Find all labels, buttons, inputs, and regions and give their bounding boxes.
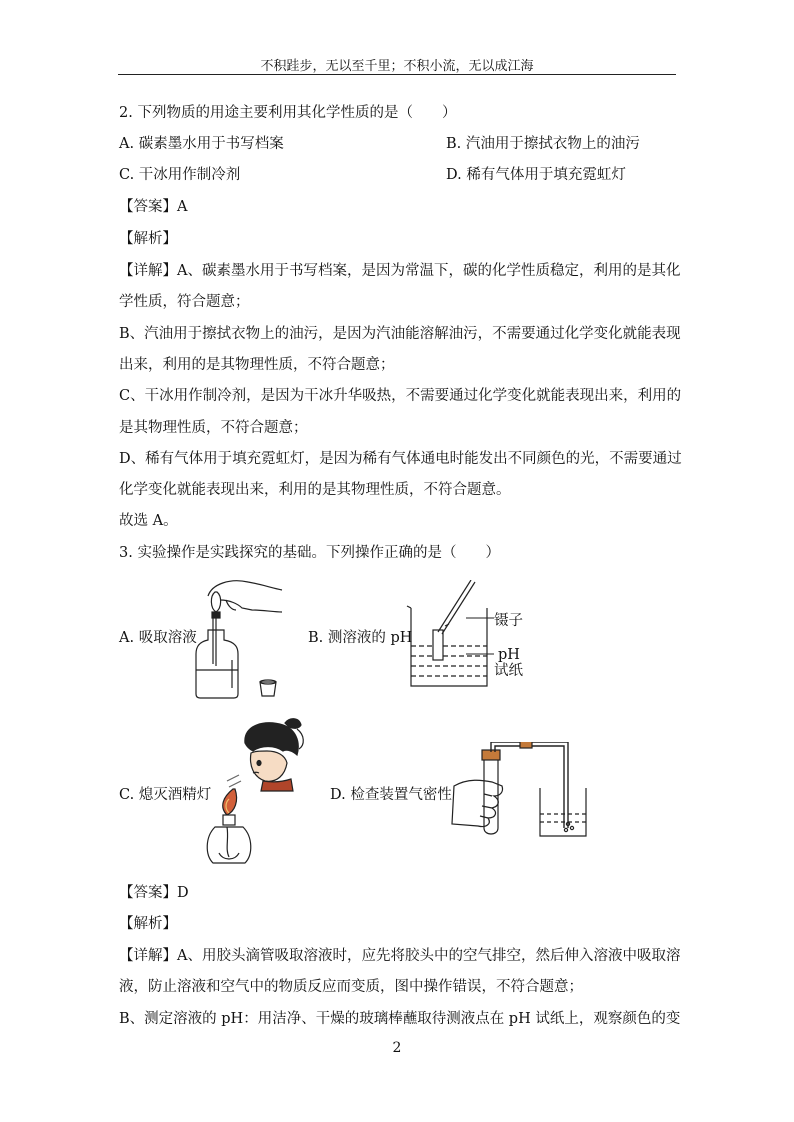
page-number: 2: [392, 1040, 402, 1056]
q2-option-a: A. 碳素墨水用于书写档案: [119, 136, 284, 152]
q2-explanation-line: 出来，利用的是其物理性质，不符合题意；: [119, 357, 395, 373]
q3-option-d: D. 检查装置气密性: [330, 787, 452, 803]
q2-stem: 2. 下列物质的用途主要利用其化学性质的是（ ）: [119, 105, 457, 121]
header-divider: [118, 74, 676, 75]
gas-tightness-figure: [448, 742, 588, 842]
q2-analysis-title: 【解析】: [119, 231, 177, 247]
q3-explanation-line: B、测定溶液的 pH：用洁净、干燥的玻璃棒蘸取待测液点在 pH 试纸上，观察颜色的变: [119, 1011, 681, 1027]
q3-option-a: A. 吸取溶液: [119, 630, 197, 646]
q2-option-c: C. 干冰用作制冷剂: [119, 167, 241, 183]
dropper-figure: [190, 570, 290, 700]
alcohol-lamp-figure: [205, 715, 315, 870]
label-leaders: [466, 610, 496, 670]
q2-explanation-line: 是其物理性质，不符合题意；: [119, 420, 308, 436]
q3-explanation-line: 【详解】A、用胶头滴管吸取溶液时，应先将胶头中的空气排空，然后伸入溶液中吸取溶: [119, 948, 681, 964]
ph-label: pH: [498, 647, 520, 663]
q2-explanation-line: 学性质，符合题意；: [119, 294, 250, 310]
q3-answer: 【答案】D: [119, 885, 189, 901]
q2-explanation-line: 化学变化就能表现出来，利用的是其物理性质，不符合题意。: [119, 482, 511, 498]
test-paper-label: 试纸: [494, 663, 523, 679]
q3-stem: 3. 实验操作是实践探究的基础。下列操作正确的是（ ）: [119, 545, 500, 561]
q3-explanation-line: 液，防止溶液和空气中的物质反应而变质，图中操作错误，不符合题意；: [119, 979, 583, 995]
q2-option-b: B. 汽油用于擦拭衣物上的油污: [446, 136, 640, 152]
q3-option-b: B. 测溶液的 pH: [308, 630, 413, 646]
tweezers-label: 镊子: [494, 613, 523, 629]
q2-explanation-line: D、稀有气体用于填充霓虹灯，是因为稀有气体通电时能发出不同颜色的光，不需要通过: [119, 451, 682, 467]
q2-explanation-line: 故选 A。: [119, 513, 178, 529]
q2-explanation-line: 【详解】A、碳素墨水用于书写档案，是因为常温下，碳的化学性质稳定，利用的是其化: [119, 263, 681, 279]
q3-option-c: C. 熄灭酒精灯: [119, 787, 212, 803]
q2-explanation-line: C、干冰用作制冷剂，是因为干冰升华吸热，不需要通过化学变化就能表现出来，利用的: [119, 388, 682, 404]
q2-explanation-line: B、汽油用于擦拭衣物上的油污，是因为汽油能溶解油污，不需要通过化学变化就能表现: [119, 326, 681, 342]
q2-option-d: D. 稀有气体用于填充霓虹灯: [446, 167, 626, 183]
q3-analysis-title: 【解析】: [119, 916, 177, 932]
q2-answer: 【答案】A: [119, 199, 188, 215]
page-header-motto: 不积跬步，无以至千里；不积小流，无以成江海: [260, 59, 534, 74]
